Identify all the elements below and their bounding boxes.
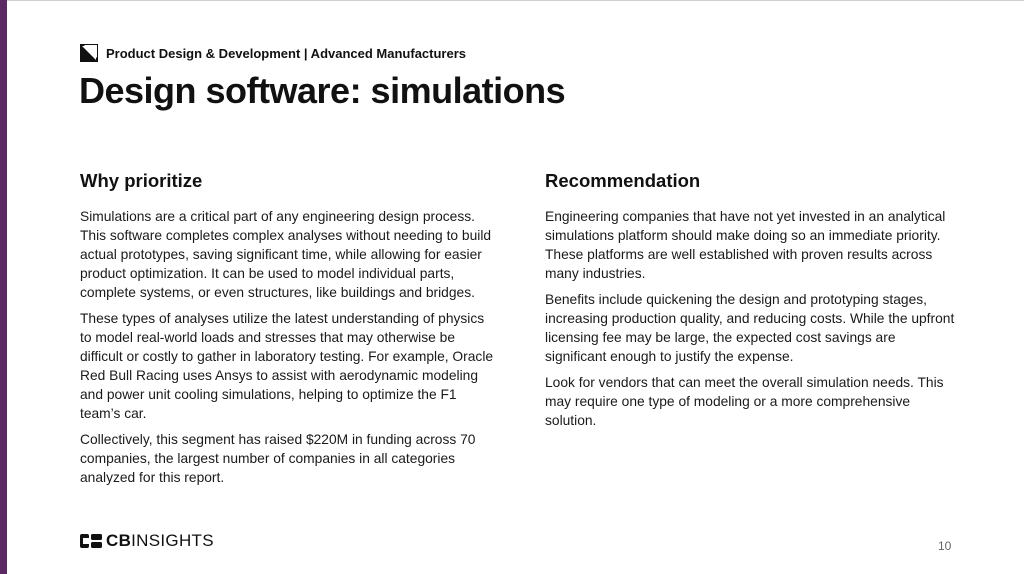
paragraph: Benefits include quickening the design and prototyping stages, increasing production quality, and reducing costs. While the upfront licensing fee may be large, the expected cost savings are significant enough to justify the expense. (545, 292, 955, 364)
brand-name-rest: INSIGHTS (131, 531, 214, 550)
cb-insights-logo-icon (80, 534, 102, 548)
paragraph: Simulations are a critical part of any engineering design process. This software completes complex analyses without needing to build actual prototypes, saving significant time, while allowing for easier product optimization. It can be used to model individual parts, complete systems, or even structures, like buildings and bridges. (80, 209, 492, 300)
paragraph: Engineering companies that have not yet invested in an analytical simulations platform should make doing so an immediate priority. These platforms are well established with proven results across many industries. (545, 209, 946, 281)
accent-side-bar (0, 0, 7, 574)
header-category: Product Design & Development | Advanced Manufacturers (106, 45, 467, 61)
recommendation-column (545, 170, 960, 437)
cb-insights-logo (80, 531, 214, 551)
page-number: 10 (938, 539, 952, 553)
paragraph: Look for vendors that can meet the overall simulation needs. This may require one type of modeling or a more comprehensive solution. (545, 375, 944, 428)
paragraph: These types of analyses utilize the latest understanding of physics to model real-world loads and stresses that may otherwise be difficult or costly to gather in laboratory testing. For example, Oracle Red Bull Racing uses Ansys to assist with aerodynamic modeling and power unit cooling simulations, helping to optimize the F1 team’s car. (80, 311, 494, 421)
recommendation-heading: Recommendation (545, 170, 701, 191)
brand-name-bold: CB (106, 531, 132, 550)
paragraph: Collectively, this segment has raised $220M in funding across 70 companies, the largest number of companies in all categories analyzed for this report. (80, 432, 476, 485)
slash-square-icon (80, 44, 98, 62)
brand-name (106, 531, 214, 551)
why-prioritize-column (80, 170, 495, 494)
why-prioritize-heading: Why prioritize (80, 170, 203, 191)
slide-header (80, 44, 466, 62)
top-divider (7, 0, 1024, 1)
page-title: Design software: simulations (79, 70, 566, 111)
